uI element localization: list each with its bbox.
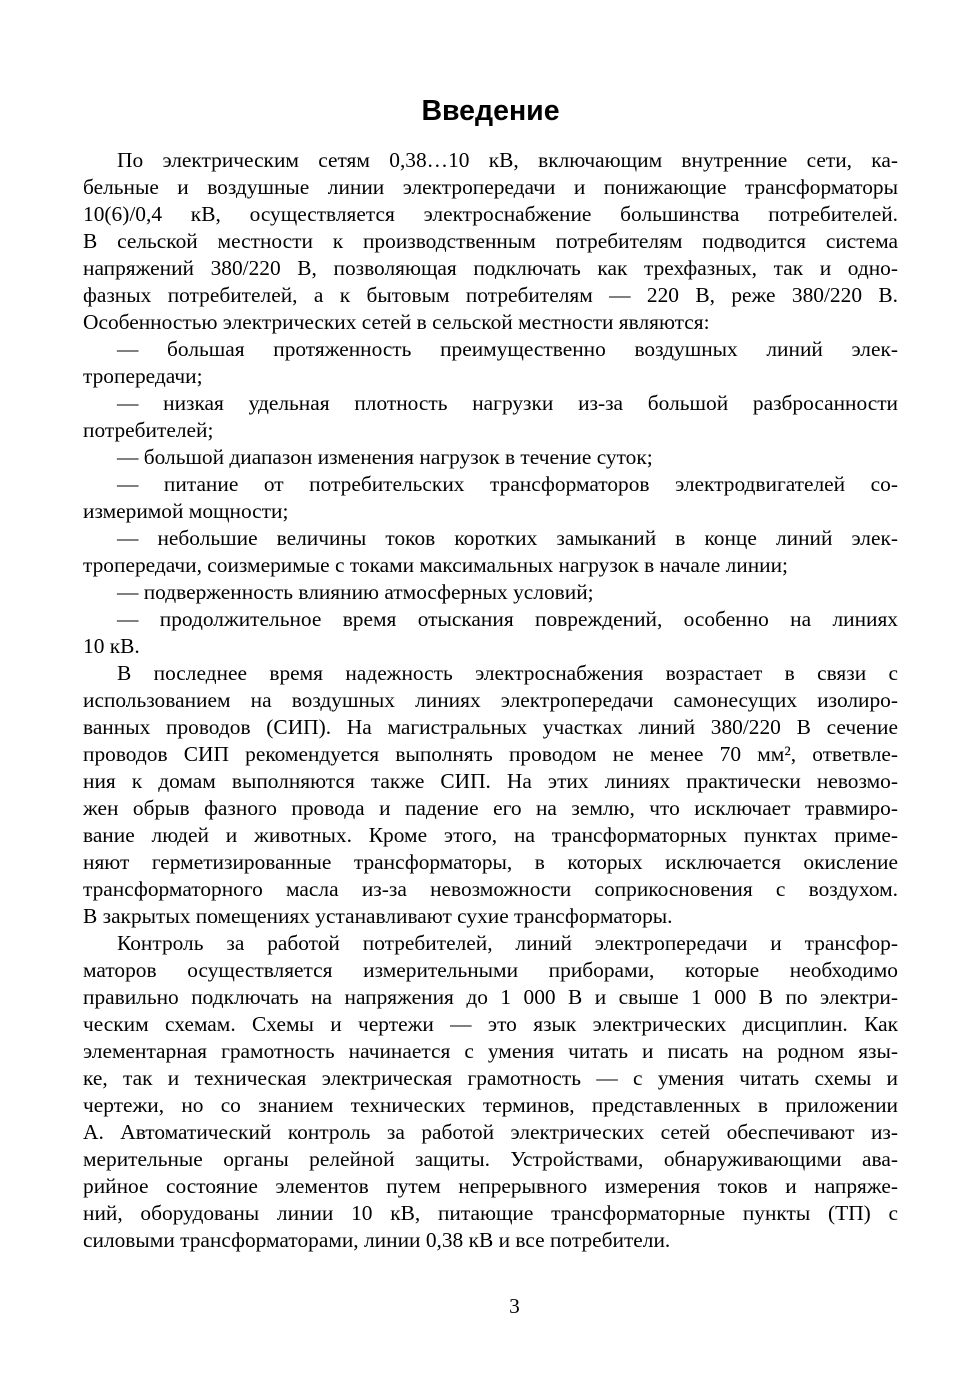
- text-line: няют герметизированные трансформаторы, в которых исключается окисление: [83, 850, 898, 874]
- text-line: правильно подключать на напряжения до 1 000 В и свыше 1 000 В по электри-: [83, 985, 898, 1009]
- text-line: ческим схемам. Схемы и чертежи — это язык электрических дисциплин. Как: [83, 1012, 898, 1036]
- text-line: 10 кВ.: [83, 634, 140, 658]
- paragraph: [83, 930, 898, 1254]
- text-line: рийное состояние элементов путем непрерывного измерения токов и напряже-: [83, 1174, 898, 1198]
- text-line: — подверженность влиянию атмосферных условий;: [117, 580, 594, 604]
- text-line: ке, так и техническая электрическая грамотность — с умения читать схемы и: [83, 1066, 898, 1090]
- text-line: измеримой мощности;: [83, 499, 289, 523]
- text-line: — низкая удельная плотность нагрузки из-за большой разбросанности: [117, 391, 898, 415]
- text-line: 10(6)/0,4 кВ, осуществляется электроснабжение большинства потребителей.: [83, 202, 898, 226]
- paragraph: [83, 660, 898, 930]
- text-line: ния к домам выполняются также СИП. На этих линиях практически невозмо-: [83, 769, 898, 793]
- text-line: трансформаторного масла из-за невозможности соприкосновения с воздухом.: [83, 877, 898, 901]
- text-line: В последнее время надежность электроснабжения возрастает в связи с: [117, 661, 898, 685]
- text-line: В сельской местности к производственным потребителям подводится система: [83, 229, 898, 253]
- text-line: — продолжительное время отыскания повреждений, особенно на линиях: [117, 607, 898, 631]
- list-item: [83, 579, 898, 606]
- text-line: тропередачи, соизмеримые с токами максимальных нагрузок в начале линии;: [83, 553, 789, 577]
- text-line: жен обрыв фазного провода и падение его на землю, что исключает травмиро-: [83, 796, 898, 820]
- list-item: [83, 444, 898, 471]
- list-item: [83, 336, 898, 390]
- text-line: По электрическим сетям 0,38…10 кВ, включающим внутренние сети, ка-: [117, 148, 898, 172]
- text-line: ванных проводов (СИП). На магистральных участках линий 380/220 В сечение: [83, 715, 898, 739]
- text-line: маторов осуществляется измерительными приборами, которые необходимо: [83, 958, 898, 982]
- text-line: — большая протяженность преимущественно воздушных линий элек-: [117, 337, 898, 361]
- list-item: [83, 390, 898, 444]
- text-line: напряжений 380/220 В, позволяющая подключать как трехфазных, так и одно-: [83, 256, 898, 280]
- text-line: — большой диапазон изменения нагрузок в течение суток;: [117, 445, 653, 469]
- text-line: фазных потребителей, а к бытовым потребителям — 220 В, реже 380/220 В.: [83, 283, 898, 307]
- text-line: потребителей;: [83, 418, 214, 442]
- text-line: силовыми трансформаторами, линии 0,38 кВ и все потребители.: [83, 1228, 671, 1252]
- text-line: чертежи, но со знанием технических терминов, представленных в приложении: [83, 1093, 898, 1117]
- paragraph: [83, 147, 898, 336]
- text-line: вание людей и животных. Кроме этого, на трансформаторных пунктах приме-: [83, 823, 898, 847]
- text-line: ний, оборудованы линии 10 кВ, питающие трансформаторные пункты (ТП) с: [83, 1201, 898, 1225]
- page-number: 3: [509, 1294, 520, 1318]
- text-line: Контроль за работой потребителей, линий электропередачи и трансфор-: [117, 931, 898, 955]
- list-item: [83, 471, 898, 525]
- text-line: бельные и воздушные линии электропередачи и понижающие трансформаторы: [83, 175, 898, 199]
- body-text: [83, 147, 898, 1254]
- text-line: использованием на воздушных линиях электропередачи самонесущих изолиро-: [83, 688, 898, 712]
- text-line: — питание от потребительских трансформаторов электродвигателей со-: [117, 472, 898, 496]
- text-line: мерительные органы релейной защиты. Устройствами, обнаруживающими ава-: [83, 1147, 898, 1171]
- text-line: тропередачи;: [83, 364, 203, 388]
- list-item: [83, 525, 898, 579]
- text-line: проводов СИП рекомендуется выполнять проводом не менее 70 мм², ответвле-: [83, 742, 898, 766]
- text-line: Особенностью электрических сетей в сельской местности являются:: [83, 310, 710, 334]
- text-line: элементарная грамотность начинается с умения читать и писать на родном язы-: [83, 1039, 898, 1063]
- text-line: А. Автоматический контроль за работой электрических сетей обеспечивают из-: [83, 1120, 898, 1144]
- text-line: В закрытых помещениях устанавливают сухие трансформаторы.: [83, 904, 673, 928]
- page-title: Введение: [421, 95, 560, 127]
- list-item: [83, 606, 898, 660]
- text-line: — небольшие величины токов коротких замыканий в конце линий элек-: [117, 526, 898, 550]
